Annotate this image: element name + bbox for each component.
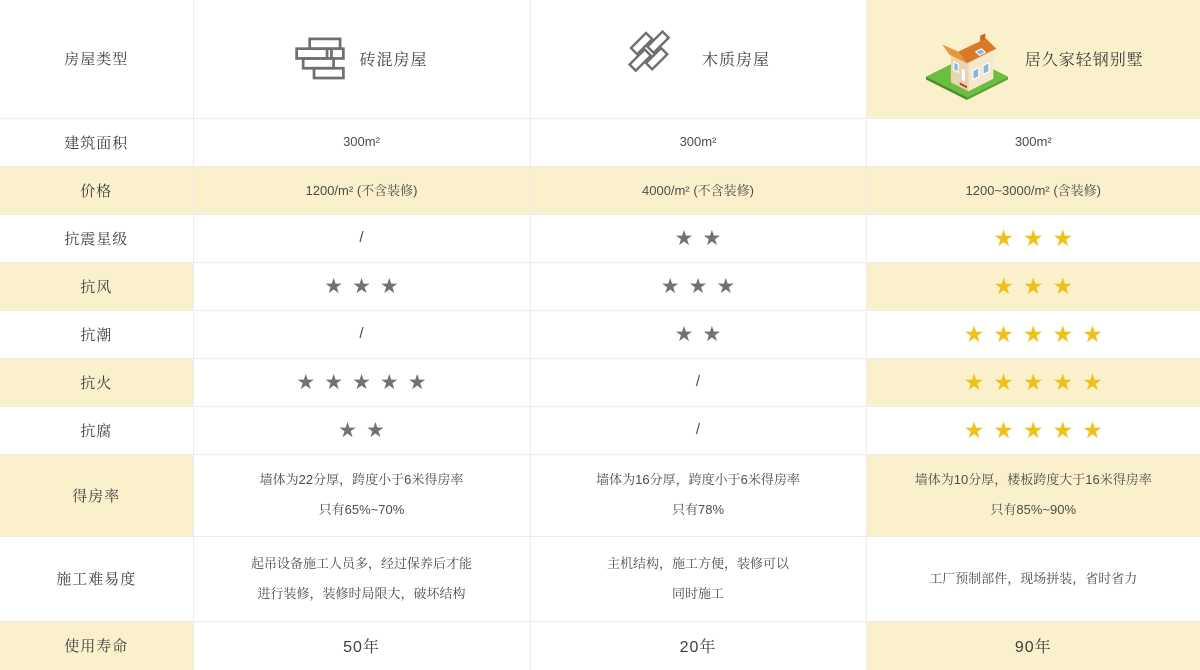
- header-label: 房屋类型: [64, 51, 129, 69]
- header-row: [0, 0, 1200, 118]
- table-cell: [193, 118, 530, 166]
- table-row: [0, 310, 1200, 358]
- row-label: 施工难易度: [0, 536, 193, 621]
- cell-text: 300m²: [1014, 134, 1052, 149]
- table-cell: [530, 118, 866, 166]
- header-label: 木质房屋: [701, 52, 770, 70]
- table-cell: [193, 310, 530, 358]
- table-cell: [866, 118, 1200, 166]
- row-label: 抗震星级: [0, 214, 193, 262]
- header-label: 居久家轻钢别墅: [1024, 52, 1144, 70]
- table-cell: [193, 358, 530, 406]
- table-cell: [530, 166, 866, 214]
- stars-rating-2-gray: ★★: [674, 322, 731, 346]
- table-cell: [530, 262, 866, 310]
- table-cell: [530, 214, 866, 262]
- wood-house-icon: [626, 28, 688, 90]
- header-house-type: [0, 0, 193, 118]
- table-cell: [866, 406, 1200, 454]
- stars-rating-5-gold: ★★★★★: [963, 368, 1112, 395]
- stars-rating-2-gray: ★★: [674, 226, 731, 250]
- cell-text: 1200~3000/m² (含装修): [965, 183, 1101, 198]
- cell-text: 4000/m² (不含装修): [642, 183, 754, 198]
- cell-text: 起吊设备施工人员多，经过保养后才能 进行装修，装修时局限大，破坏结构: [250, 555, 472, 601]
- table-cell: [193, 536, 530, 621]
- not-applicable-slash: /: [695, 373, 701, 390]
- table-cell: [530, 358, 866, 406]
- row-label: 使用寿命: [0, 621, 193, 670]
- table-cell: [193, 621, 530, 670]
- table-cell: [530, 310, 866, 358]
- header-brick-house: [193, 0, 530, 118]
- table-cell: [193, 406, 530, 454]
- table-cell: [193, 454, 530, 536]
- not-applicable-slash: /: [695, 421, 701, 438]
- stars-rating-5-gold: ★★★★★: [963, 320, 1112, 347]
- row-label: 价格: [0, 166, 193, 214]
- table-cell: [193, 214, 530, 262]
- table-row: [0, 536, 1200, 621]
- table-cell: [866, 214, 1200, 262]
- table-cell: [866, 621, 1200, 670]
- table-cell: [193, 166, 530, 214]
- stars-rating-3-gold: ★★★: [993, 272, 1083, 299]
- header-label: 砖混房屋: [359, 52, 428, 70]
- row-label: 抗火: [0, 358, 193, 406]
- cell-text: 墙体为16分厚，跨度小于6米得房率 只有78%: [596, 472, 800, 517]
- row-label: 抗潮: [0, 310, 193, 358]
- cell-text: 1200/m² (不含装修): [305, 183, 418, 198]
- table-row: [0, 214, 1200, 262]
- stars-rating-3-gray: ★★★: [660, 274, 745, 298]
- stars-rating-2-gray: ★★: [338, 418, 394, 442]
- table-cell: [530, 536, 866, 621]
- table-cell: [866, 358, 1200, 406]
- stars-rating-5-gold: ★★★★★: [963, 416, 1112, 443]
- cell-text: 20年: [679, 639, 717, 657]
- row-label: 抗风: [0, 262, 193, 310]
- cell-text: 300m²: [343, 134, 380, 149]
- brick-house-icon: [295, 37, 345, 81]
- table-cell: [530, 621, 866, 670]
- table-cell: [866, 310, 1200, 358]
- table-cell: [866, 262, 1200, 310]
- cell-text: 工厂预制部件，现场拼装，省时省力: [929, 570, 1138, 586]
- table-row: [0, 358, 1200, 406]
- table-row: [0, 454, 1200, 536]
- cell-text: 主机结构，施工方便，装修可以 同时施工: [606, 555, 789, 601]
- not-applicable-slash: /: [359, 229, 364, 246]
- cell-text: 墙体为10分厚，楼板跨度大于16米得房率 只有85%~90%: [914, 472, 1152, 517]
- row-label: 得房率: [0, 454, 193, 536]
- table-row: [0, 118, 1200, 166]
- row-label: 建筑面积: [0, 118, 193, 166]
- stars-rating-3-gray: ★★★: [324, 274, 408, 298]
- header-steel-villa: [866, 0, 1200, 118]
- cell-text: 墙体为22分厚，跨度小于6米得房率 只有65%~70%: [259, 472, 464, 517]
- row-label: 抗腐: [0, 406, 193, 454]
- stars-rating-5-gray: ★★★★★: [296, 370, 436, 394]
- header-wood-house: [530, 0, 866, 118]
- table-cell: [530, 454, 866, 536]
- table-cell: [866, 454, 1200, 536]
- table-cell: [530, 406, 866, 454]
- stars-rating-3-gold: ★★★: [993, 224, 1083, 251]
- table-cell: [193, 262, 530, 310]
- cell-text: 90年: [1014, 639, 1052, 657]
- table-row: [0, 621, 1200, 670]
- table-row: [0, 262, 1200, 310]
- cell-text: 300m²: [679, 134, 717, 149]
- table-row: [0, 166, 1200, 214]
- table-cell: [866, 166, 1200, 214]
- cell-text: 50年: [343, 639, 380, 657]
- table-cell: [866, 536, 1200, 621]
- steel-villa-icon: [923, 18, 1011, 100]
- not-applicable-slash: /: [359, 325, 364, 342]
- table-row: [0, 406, 1200, 454]
- comparison-table-body: [0, 118, 1200, 670]
